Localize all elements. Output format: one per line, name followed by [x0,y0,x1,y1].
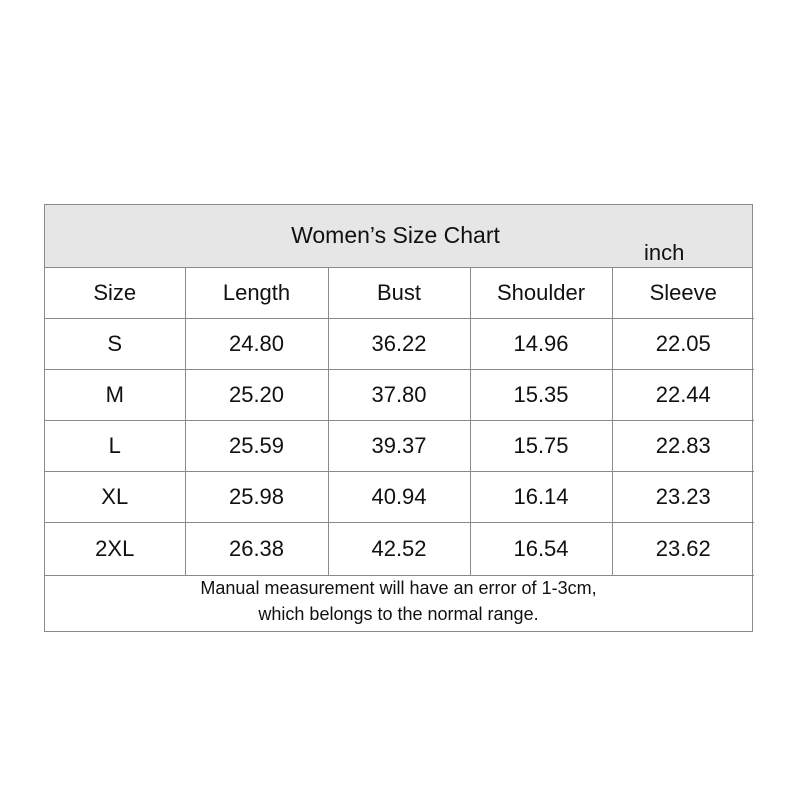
length-cell: 26.38 [185,523,328,576]
bust-cell: 40.94 [328,472,470,523]
sleeve-cell: 23.62 [612,523,754,576]
shoulder-cell: 15.75 [470,421,612,472]
table-row [45,523,754,576]
length-cell: 25.98 [185,472,328,523]
shoulder-cell: 14.96 [470,319,612,370]
bust-cell: 39.37 [328,421,470,472]
shoulder-cell: 16.54 [470,523,612,576]
bust-cell: 36.22 [328,319,470,370]
sleeve-cell: 23.23 [612,472,754,523]
size-cell: L [45,421,185,472]
column-header-shoulder: Shoulder [470,268,612,319]
size-cell: M [45,370,185,421]
table-row [45,421,754,472]
size-cell: 2XL [45,523,185,576]
table-row [45,319,754,370]
length-cell: 25.20 [185,370,328,421]
bust-cell: 37.80 [328,370,470,421]
size-grid [45,268,754,576]
size-cell: S [45,319,185,370]
note-line-2: which belongs to the normal range. [258,604,539,624]
shoulder-cell: 15.35 [470,370,612,421]
column-header-bust: Bust [328,268,470,319]
length-cell: 25.59 [185,421,328,472]
size-cell: XL [45,472,185,523]
column-header-length: Length [185,268,328,319]
length-cell: 24.80 [185,319,328,370]
measurement-note [45,570,752,627]
shoulder-cell: 16.14 [470,472,612,523]
table-row [45,370,754,421]
bust-cell: 42.52 [328,523,470,576]
title-row [45,205,752,268]
chart-title: Women’s Size Chart [291,222,500,248]
sleeve-cell: 22.05 [612,319,754,370]
table-row [45,472,754,523]
unit-label: inch [644,240,685,265]
header-row [45,268,754,319]
column-header-sleeve: Sleeve [612,268,754,319]
sleeve-cell: 22.44 [612,370,754,421]
column-header-size: Size [45,268,185,319]
size-chart-table [44,204,753,632]
sleeve-cell: 22.83 [612,421,754,472]
note-line-1: Manual measurement will have an error of 1-3cm, [200,578,597,598]
